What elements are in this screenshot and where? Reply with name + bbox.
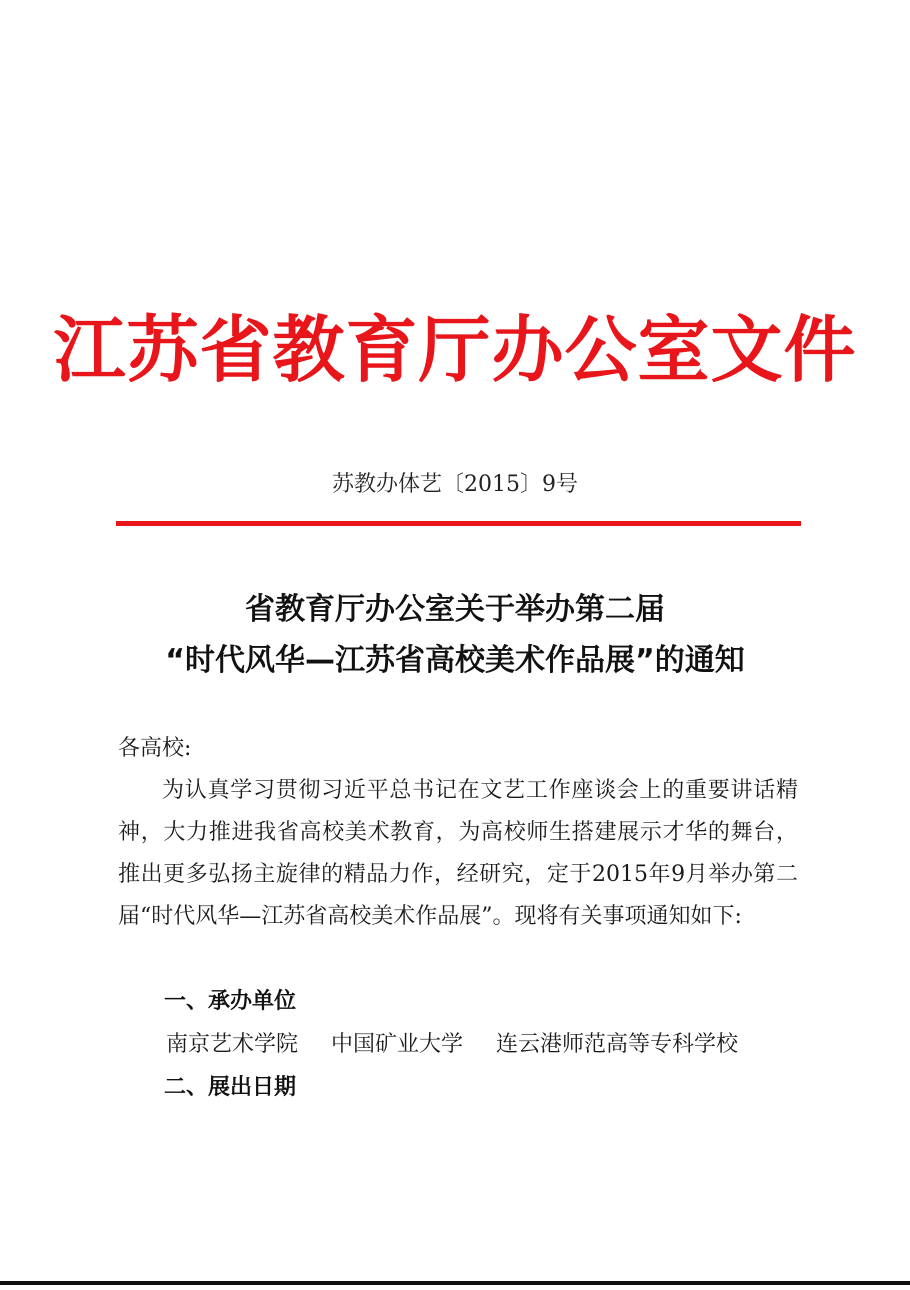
document-number: 苏教办体艺〔2015〕9号 bbox=[332, 472, 578, 497]
organizer-list bbox=[166, 1024, 738, 1066]
red-divider bbox=[116, 521, 801, 526]
masthead-title: 江苏省教育厅办公室文件 bbox=[53, 308, 857, 392]
notice-title-line-2: “时代风华—江苏省高校美术作品展”的通知 bbox=[165, 643, 745, 678]
section-heading-organizers: 一、承办单位 bbox=[164, 989, 297, 1014]
page-bottom-border bbox=[0, 1281, 910, 1285]
organizer-item: 中国矿业大学 bbox=[331, 1032, 464, 1057]
section-heading-dates: 二、展出日期 bbox=[164, 1075, 297, 1100]
organizer-item: 连云港师范高等专科学校 bbox=[496, 1032, 739, 1057]
organizer-item: 南京艺术学院 bbox=[166, 1032, 299, 1057]
intro-paragraph: 为认真学习贯彻习近平总书记在文艺工作座谈会上的重要讲话精神，大力推进我省高校美术教育，为高校师生搭建展示才华的舞台，推出更多弘扬主旋律的精品力作，经研究，定于2015年9月举办第二届“时代风华—江苏省高校美术作品展”。现将有关事项通知如下: bbox=[118, 778, 798, 929]
salutation: 各高校: bbox=[118, 736, 192, 761]
notice-title-line-1: 省教育厅办公室关于举办第二届 bbox=[245, 592, 665, 627]
